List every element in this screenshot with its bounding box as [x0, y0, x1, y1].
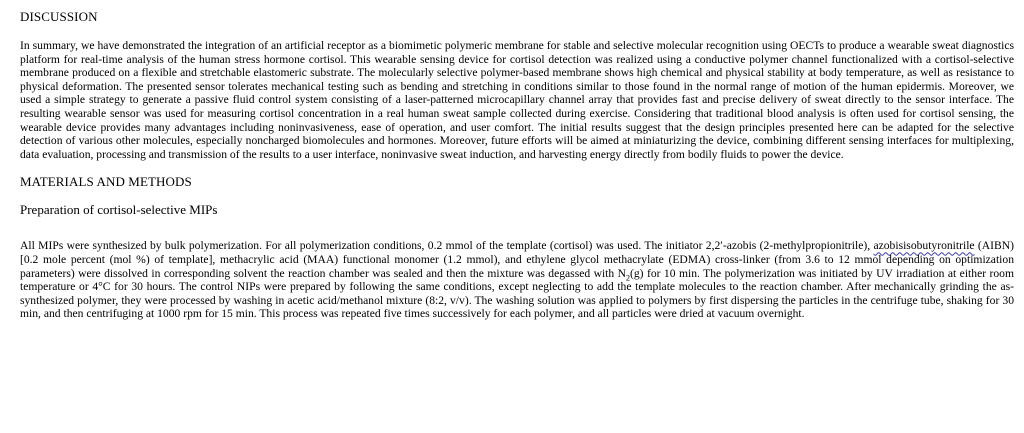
mip-preparation-paragraph: [20, 239, 1014, 321]
discussion-heading: DISCUSSION: [20, 9, 98, 24]
paragraph-text-part2: (AIBN) [0.2 mole percent (mol %) of template], methacrylic acid (MAA) functional monomer (1.2 mmol), and ethylene glycol methacrylate (EDMA) cross-linker (from 3.6 to 12 mmol depending on optimization parameters) were dissolved in corresponding solvent the reaction chamber was sealed and then the mixture was degassed with N: [20, 239, 1014, 280]
spellcheck-underlined-word[interactable]: azobisisobutyronitrile: [873, 239, 975, 253]
mip-preparation-subheading: Preparation of cortisol-selective MIPs: [20, 202, 218, 218]
discussion-paragraph: In summary, we have demonstrated the integration of an artificial receptor as a biomimetic polymeric membrane for stable and selective molecular recognition using OECTs to produce a wearable sweat diagnostics platform for real-time analysis of the human stress hormone cortisol. This wearable sensing device for cortisol detection was realized using a conductive polymer channel functionalized with a cortisol-selective membrane produced on a flexible and stretchable elastomeric substrate. The molecularly selective polymer-based membrane shows high chemical and physical stability at body temperature, as well as resistance to physical deformation. The presented sensor tolerates mechanical testing such as bending and stretching in conditions similar to those found in the normal range of motion of the human epidermis. Moreover, we used a simple strategy to generate a passive fluid control system consisting of a laser-patterned microcapillary channel array that provides fast and precise delivery of sweat directly to the sensor interface. The resulting wearable sensor was used for measuring cortisol concentration in a real human sweat sample collected during exercise. Considering that traditional blood analysis is often used for cortisol sensing, the wearable device provides many advantages including noninvasiveness, ease of operation, and user comfort. The initial results suggest that the design principles presented here can be adapted for the selective detection of various other molecules, especially noncharged biomolecules and hormones. Moreover, future efforts will be aimed at miniaturizing the device, combining different sensing interfaces for multiplexing, data evaluation, processing and transmission of the results to a user interface, noninvasive sweat induction, and harvesting energy directly from bodily fluids to power the device.: [20, 39, 1014, 161]
materials-methods-heading: MATERIALS AND METHODS: [20, 174, 192, 190]
paragraph-text-part3: (g) for 10 min. The polymerization was initiated by UV irradiation at either room temperature or 4°C for 30 hours. The control NIPs were prepared by following the same conditions, except neglecting to add the template molecules to the reaction chamber. After mechanically grinding the as-synthesized polymer, they were processed by washing in acetic acid/methanol mixture (8:2, v/v). The washing solution was applied to polymers by first dispersing the particles in the centrifuge tube, shaking for 30 min, and then centrifuging at 1000 rpm for 15 min. This process was repeated five times successively for each polymer, and all particles were dried at vacuum overnight.: [20, 266, 1014, 321]
paragraph-text-part1: All MIPs were synthesized by bulk polymerization. For all polymerization conditions, 0.2 mmol of the template (cortisol) was used. The initiator 2,2′-azobis (2-methylpropionitrile),: [20, 239, 874, 253]
nitrogen-subscript: 2: [626, 272, 631, 282]
